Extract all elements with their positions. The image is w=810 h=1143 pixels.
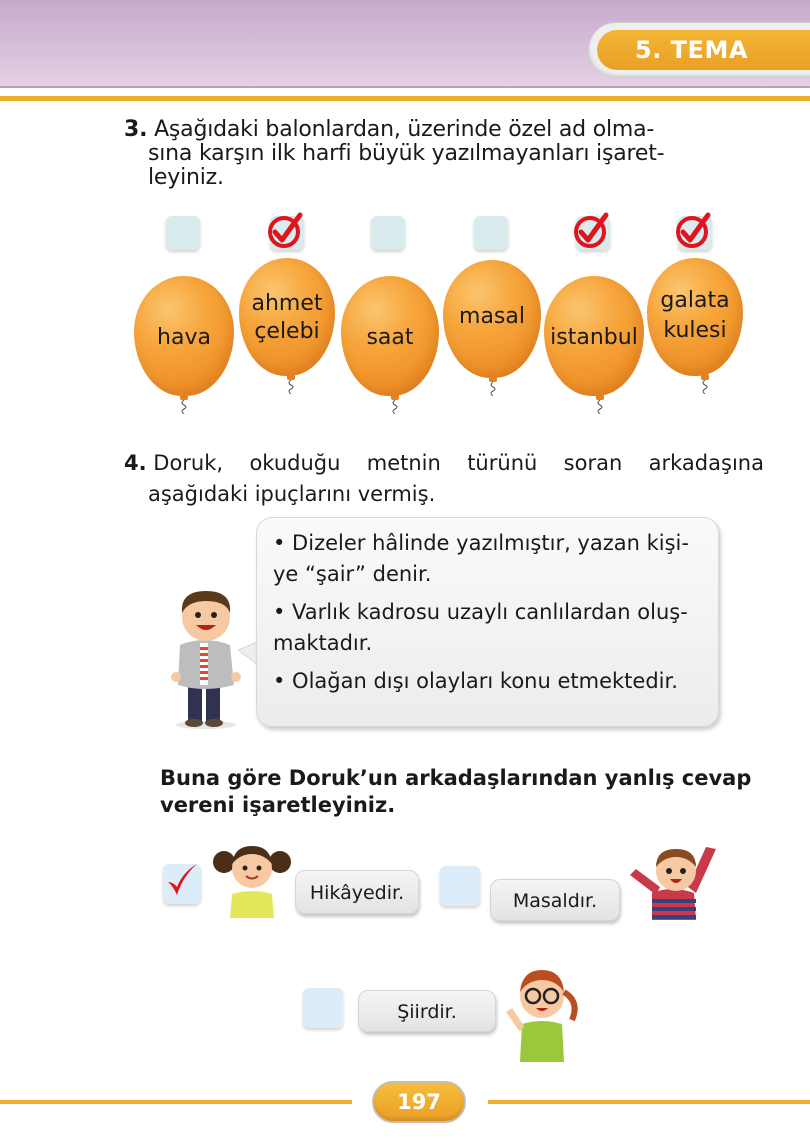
boy-character-waving-illustration [626, 845, 720, 920]
checkbox-saat[interactable] [371, 216, 405, 250]
question-3 [124, 118, 764, 190]
question-number: 3. [124, 117, 148, 142]
checkmark-icon [165, 862, 199, 898]
girl-character-glasses-illustration [500, 962, 584, 1062]
footer-line-right [488, 1100, 810, 1104]
balloon-label: kulesi [663, 318, 727, 343]
checkbox-istanbul[interactable] [576, 216, 610, 250]
answer-checkbox-hikayedir[interactable] [163, 864, 201, 904]
question-number: 4. [124, 451, 147, 475]
balloon-string-icon [391, 400, 399, 414]
question-text-line: aşağıdaki ipuçlarını vermiş. [148, 482, 436, 506]
boy-character-doruk-illustration [168, 585, 248, 730]
balloon-label: çelebi [254, 319, 320, 344]
balloon-ahmet-celebi [239, 258, 335, 398]
instruction-text: Buna göre Doruk’un arkadaşlarından yanlış cevap vereni işaretleyiniz. [160, 766, 752, 817]
footer-line-left [0, 1100, 352, 1104]
balloon-galata-kulesi [647, 258, 743, 398]
balloon-string-icon [287, 380, 295, 394]
question-text-line: sına karşın ilk harfi büyük yazılmayanları işaret- [148, 141, 665, 166]
checkbox-masal[interactable] [474, 216, 508, 250]
balloon-label: saat [366, 325, 414, 350]
question-text-line: leyiniz. [148, 165, 224, 190]
check-circle-icon [573, 212, 611, 250]
answer-bubble-hikayedir[interactable]: Hikâyedir. [295, 870, 419, 914]
theme-label: 5. TEMA [597, 30, 810, 70]
balloon-string-icon [180, 400, 188, 414]
answer-bubble-siirdir[interactable]: Şiirdir. [358, 990, 496, 1032]
girl-character-pigtails-illustration [212, 838, 292, 918]
header-divider [0, 96, 810, 101]
answer-bubble-masaldir[interactable]: Masaldır. [490, 879, 620, 921]
question-4: 4. Doruk, okuduğu metnin türünü soran arkadaşına aşağıdaki ipuçlarını vermiş. [124, 448, 764, 510]
balloon-string-icon [596, 400, 604, 414]
page-number: 197 [372, 1081, 466, 1123]
check-circle-icon [675, 212, 713, 250]
balloon-string-icon [701, 380, 709, 394]
answer-checkbox-siirdir[interactable] [303, 988, 343, 1028]
balloon-label: istanbul [550, 325, 638, 350]
balloon-hava [134, 276, 234, 416]
question-text-line: Aşağıdaki balonlardan, üzerinde özel ad olma- [154, 117, 655, 142]
balloon-saat [341, 276, 439, 416]
balloon-istanbul [544, 276, 644, 416]
balloon-label: masal [459, 304, 525, 329]
checkbox-hava[interactable] [166, 216, 200, 250]
clue-item: • Dizeler hâlinde yazılmıştır, yazan kişi- ye “şair” denir. [273, 531, 689, 586]
balloon-masal [443, 260, 541, 400]
check-circle-icon [267, 212, 305, 250]
balloon-label: hava [157, 325, 211, 350]
balloon-label: ahmet [251, 291, 323, 316]
clues-speech-bubble [256, 517, 719, 727]
clue-item: • Varlık kadrosu uzaylı canlılardan oluş- maktadır. [273, 600, 688, 655]
clue-item: • Olağan dışı olayları konu etmektedir. [273, 669, 678, 693]
balloon-label: galata [660, 288, 730, 313]
answer-checkbox-masaldir[interactable] [440, 866, 480, 906]
checkbox-galata-kulesi[interactable] [678, 216, 712, 250]
theme-badge [588, 22, 810, 78]
balloon-string-icon [489, 382, 497, 396]
checkbox-ahmet-celebi[interactable] [270, 216, 304, 250]
